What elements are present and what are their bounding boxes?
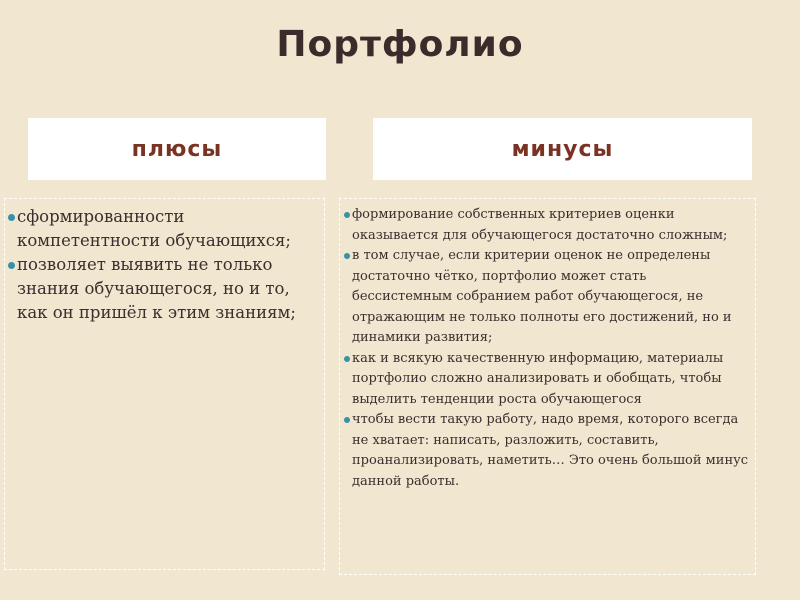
bullet-icon: [8, 262, 15, 269]
cons-item: [344, 349, 749, 411]
cons-header: [373, 118, 752, 180]
bullet-icon: [344, 356, 350, 362]
pros-item-text: сформированности компетентности обучающихся;: [17, 207, 291, 250]
pros-item: [11, 253, 318, 325]
cons-header-label: минусы: [511, 136, 614, 162]
pros-list: [4, 198, 325, 570]
slide-title: Портфолио: [276, 24, 524, 65]
bullet-icon: [344, 417, 350, 423]
cons-item-text: в том случае, если критерии оценок не определены достаточно чётко, портфолио может стать бессистемным собранием работ обучающегося, не отражающим не только полноты его достижений, но и динамики развития;: [352, 248, 732, 345]
bullet-icon: [344, 212, 350, 218]
cons-item-text: как и всякую качественную информацию, материалы портфолио сложно анализировать и обобщать, чтобы выделить тенденции роста обучающегося: [352, 350, 724, 407]
cons-item: [344, 205, 749, 246]
cons-item: [344, 410, 749, 492]
bullet-icon: [8, 214, 15, 221]
cons-item-text: формирование собственных критериев оценки оказывается для обучающегося достаточно сложным;: [352, 207, 728, 243]
cons-list: [339, 198, 756, 575]
cons-item: [344, 246, 749, 349]
pros-header: [28, 118, 326, 180]
cons-item-text: чтобы вести такую работу, надо время, которого всегда не хватает: написать, разложить, составить, проанализировать, наметить… Это очень большой минус данной работы.: [352, 412, 749, 489]
pros-item: [11, 205, 318, 253]
bullet-icon: [344, 253, 350, 259]
pros-item-text: позволяет выявить не только знания обучающегося, но и то, как он пришёл к этим знаниям;: [17, 255, 296, 322]
pros-header-label: плюсы: [131, 136, 223, 162]
